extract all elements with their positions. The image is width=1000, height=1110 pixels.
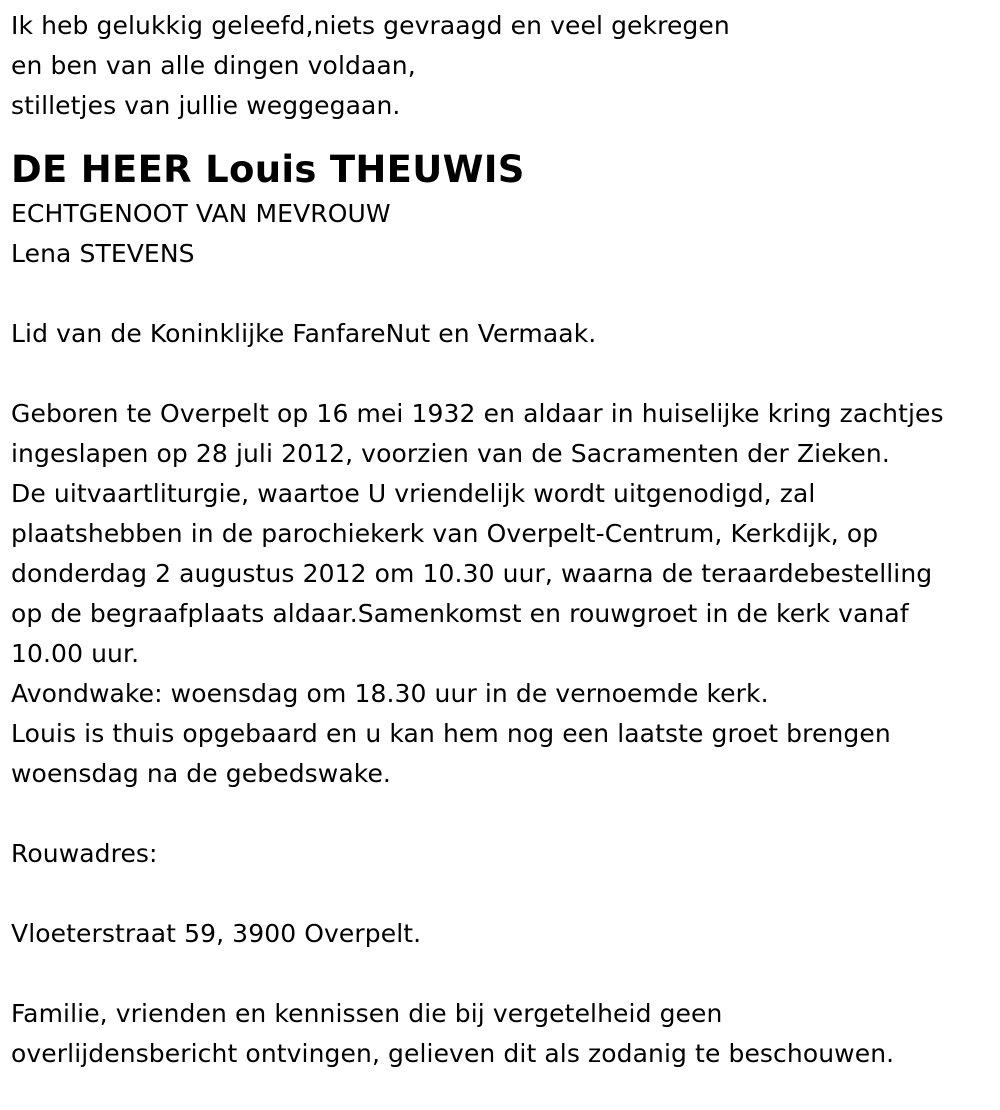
closing-line: overlijdensbericht ontvingen, gelieven dit als zodanig te beschouwen. <box>11 1039 895 1068</box>
poem-line: stilletjes van jullie weggegaan. <box>11 91 401 120</box>
details-line: donderdag 2 augustus 2012 om 10.30 uur, waarna de teraardebestelling <box>11 559 933 588</box>
details-line: Louis is thuis opgebaard en u kan hem nog een laatste groet brengen <box>11 719 891 748</box>
details-line: Geboren te Overpelt op 16 mei 1932 en aldaar in huiselijke kring zachtjes <box>11 399 944 428</box>
closing-line: Familie, vrienden en kennissen die bij vergetelheid geen <box>11 999 723 1028</box>
address-line: Vloeterstraat 59, 3900 Overpelt. <box>11 919 422 948</box>
membership-line: Lid van de Koninklijke FanfareNut en Vermaak. <box>11 319 597 348</box>
deceased-name: DE HEER Louis THEUWIS <box>11 148 525 191</box>
poem-line: Ik heb gelukkig geleefd,niets gevraagd en veel gekregen <box>11 11 730 40</box>
details-line: 10.00 uur. <box>11 639 140 668</box>
details-line: De uitvaartliturgie, waartoe U vriendelijk wordt uitgenodigd, zal <box>11 479 816 508</box>
poem-line: en ben van alle dingen voldaan, <box>11 51 416 80</box>
poem <box>11 0 996 126</box>
spouse-name: Lena STEVENS <box>11 239 195 268</box>
details-line: Avondwake: woensdag om 18.30 uur in de vernoemde kerk. <box>11 679 769 708</box>
closing-paragraph <box>11 994 996 1074</box>
address-label: Rouwadres: <box>11 839 158 868</box>
deceased-block <box>11 146 996 274</box>
details-line: woensdag na de gebedswake. <box>11 759 391 788</box>
details-line: plaatshebben in de parochiekerk van Overpelt-Centrum, Kerkdijk, op <box>11 519 879 548</box>
obituary-notice <box>11 0 996 1074</box>
details-paragraph <box>11 394 996 794</box>
relation-line: ECHTGENOOT VAN MEVROUW <box>11 199 391 228</box>
details-line: op de begraafplaats aldaar.Samenkomst en rouwgroet in de kerk vanaf <box>11 599 909 628</box>
details-line: ingeslapen op 28 juli 2012, voorzien van de Sacramenten der Zieken. <box>11 439 890 468</box>
